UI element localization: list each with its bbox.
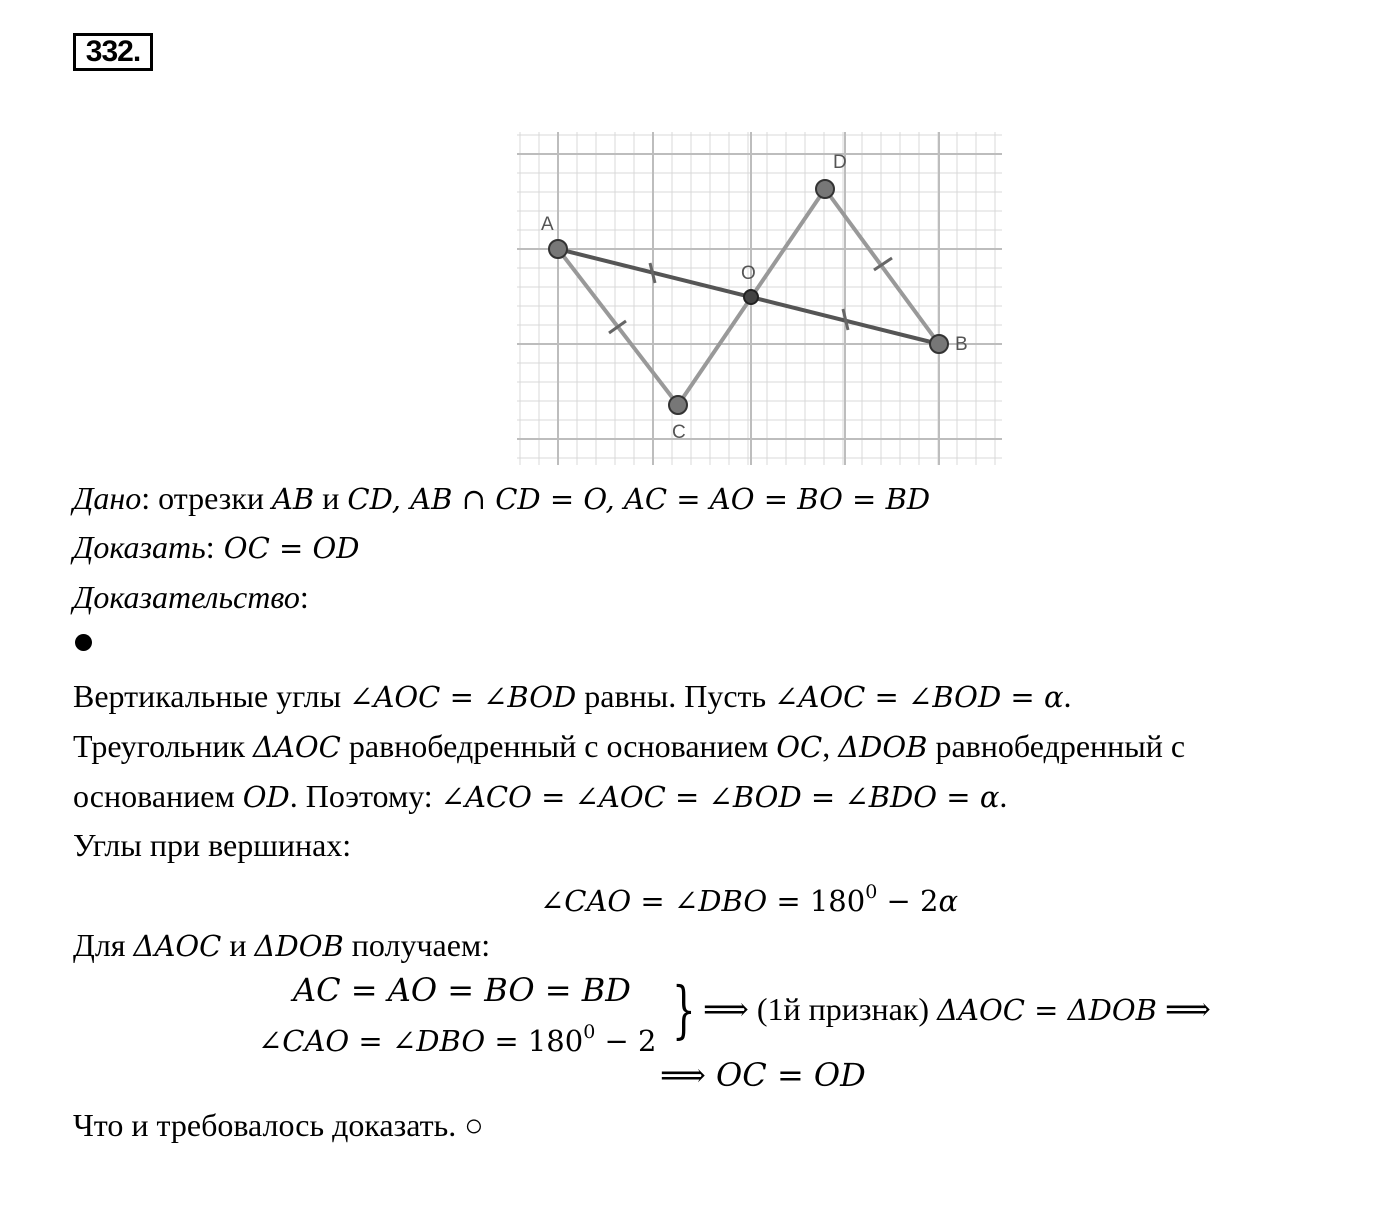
vertex-angle-equation: ∠CAO = ∠DBO = $180^0 - 2\alpha$: [540, 881, 959, 918]
prove-line: Доказать: OC = OD: [73, 529, 360, 565]
proof-line-2: Треугольник ΔAOC равнобедренный с основанием OC, ΔDOB равнобедренный с: [73, 728, 1186, 764]
proof-line-1: Вертикальные углы ∠AOC = ∠BOD равны. Пусть ∠AOC = ∠BOD = α.: [73, 678, 1072, 714]
system-brace: }: [672, 973, 696, 1046]
given-line: Дано: отрезки AB и CD, AB ∩ CD = O, AC = AO = BO = BD: [73, 480, 931, 516]
label-b: B: [955, 334, 968, 355]
proof-line-5: Для ΔAOC и ΔDOB получаем:: [73, 927, 491, 963]
qed-line: Что и требовалось доказать. ○: [73, 1107, 484, 1143]
point-o: [744, 290, 758, 304]
system-line-2: ∠CAO = ∠DBO = $180^0 - 2$: [258, 1021, 657, 1058]
proof-heading: Доказательство:: [73, 579, 309, 615]
prove-label: Доказать: [73, 529, 206, 565]
point-d: [816, 180, 834, 198]
proof-label: Доказательство: [73, 579, 300, 615]
conclusion-line-2: ⟹ OC = OD: [660, 1056, 866, 1094]
problem-number: 332.: [73, 33, 153, 71]
prove-formula: OC = OD: [214, 531, 360, 565]
proof-line-4: Углы при вершинах:: [73, 827, 352, 863]
given-formula: AB ∩ CD = O, AC = AO = BO = BD: [401, 482, 931, 516]
label-o: O: [741, 263, 756, 284]
label-c: C: [672, 422, 686, 443]
conclusion-line-1: ⟹ (1й признак) ΔAOC = ΔDOB ⟹: [703, 991, 1211, 1027]
point-b: [930, 335, 948, 353]
label-d: D: [833, 152, 847, 173]
geometry-figure: [510, 125, 1010, 470]
bullet-marker: [75, 634, 92, 651]
system-line-1: AC = AO = BO = BD: [293, 971, 631, 1009]
point-a: [549, 240, 567, 258]
label-a: A: [541, 214, 554, 235]
given-label: Дано: [73, 480, 142, 516]
point-c: [669, 396, 687, 414]
proof-line-3: основанием OD. Поэтому: ∠ACO = ∠AOC = ∠BOD = ∠BDO = α.: [73, 778, 1008, 814]
